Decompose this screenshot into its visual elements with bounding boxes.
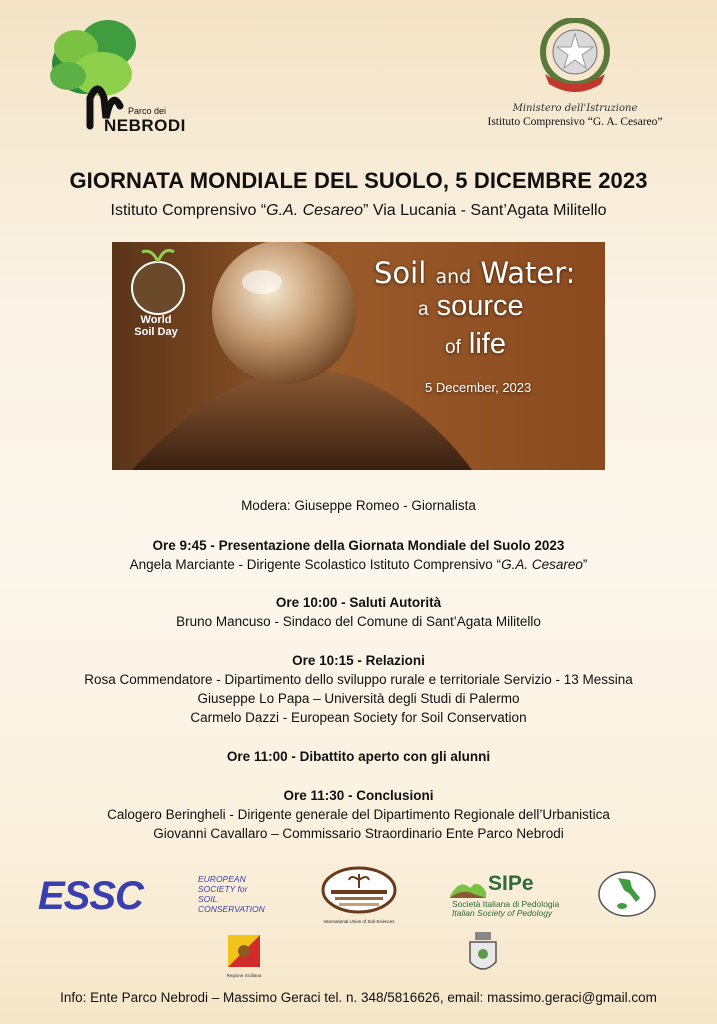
banner-date: 5 December, 2023 xyxy=(425,380,532,395)
italy-map-seal xyxy=(596,868,658,918)
sipe-logo xyxy=(450,872,560,918)
republic-emblem-icon xyxy=(537,18,613,96)
essc-logo-caption: EUROPEAN SOCIETY for SOIL CONSERVATION xyxy=(198,874,265,914)
essc-logo xyxy=(38,874,268,918)
iuss-emblem-icon xyxy=(319,866,399,914)
banner-headline-line3: of life xyxy=(445,328,506,360)
school-name: Istituto Comprensivo “G. A. Cesareo” xyxy=(487,116,663,128)
moderator-line: Modera: Giuseppe Romeo - Giornalista xyxy=(241,498,476,513)
park-logo-small-text: Parco dei xyxy=(128,106,167,116)
sipe-hills-icon xyxy=(450,872,486,898)
sipe-english-name: Italian Society of Pedology xyxy=(452,908,553,918)
subtitle-school-name: G.A. Cesareo xyxy=(266,202,364,219)
sicily-caption: Regione Siciliana xyxy=(226,973,262,978)
page-subtitle xyxy=(0,202,717,220)
session-2-speaker: Bruno Mancuso - Sindaco del Comune di Sant’Agata Militello xyxy=(176,614,541,629)
session-4-heading: Ore 11:00 - Dibattito aperto con gli alunni xyxy=(226,749,491,764)
subtitle-suffix: ” Via Lucania - Sant’Agata Militello xyxy=(363,202,607,219)
banner-headline-line1: Soil and Water: xyxy=(374,256,576,290)
session-1-heading: Ore 9:45 - Presentazione della Giornata Mondiale del Suolo 2023 xyxy=(152,538,565,553)
world-soil-day-banner xyxy=(112,242,605,470)
session-3-speaker-2: Giuseppe Lo Papa – Università degli Studi di Palermo xyxy=(197,691,520,706)
globe-icon xyxy=(132,262,184,314)
session-3-heading: Ore 10:15 - Relazioni xyxy=(292,653,425,668)
trinacria-icon xyxy=(227,934,261,968)
page-title: GIORNATA MONDIALE DEL SUOLO, 5 DICEMBRE 2023 xyxy=(69,168,648,193)
iuss-logo xyxy=(314,866,404,926)
banner-headline-line2: a source xyxy=(418,290,524,322)
subtitle-prefix: Istituto Comprensivo “ xyxy=(110,202,267,219)
italy-map-icon xyxy=(596,868,658,918)
ministry-name: Ministero dell'Istruzione xyxy=(512,103,638,114)
sipe-italian-name: Società Italiana di Pedologia xyxy=(452,899,560,909)
sipe-logo-text: SIPe xyxy=(488,872,534,895)
session-3-speaker-1: Rosa Commendatore - Dipartimento dello sviluppo rurale e territoriale Servizio - 13 Messina xyxy=(84,672,633,687)
world-soil-day-badge: World Soil Day xyxy=(134,314,178,338)
regione-siciliana-logo xyxy=(224,934,264,976)
coat-of-arms-icon xyxy=(466,930,500,978)
session-5-heading: Ore 11:30 - Conclusioni xyxy=(283,788,434,803)
session-5-speaker-2: Giovanni Cavallaro – Commissario Straordinario Ente Parco Nebrodi xyxy=(153,826,564,841)
town-coat-of-arms xyxy=(466,930,500,978)
park-logo-name: NEBRODI xyxy=(104,116,186,135)
parco-nebrodi-logo xyxy=(46,14,196,142)
session-2-heading: Ore 10:00 - Saluti Autorità xyxy=(275,595,442,610)
session-3-speaker-3: Carmelo Dazzi - European Society for Soil Conservation xyxy=(190,710,527,725)
ministry-block xyxy=(470,18,680,138)
iuss-caption: International Union of Soil Sciences xyxy=(323,919,395,924)
info-footer: Info: Ente Parco Nebrodi – Massimo Geraci tel. n. 348/5816626, email: massimo.geraci@gmail.com xyxy=(60,990,657,1005)
essc-logo-letters: ESSC xyxy=(38,874,143,918)
session-5-speaker-1: Calogero Beringheli - Dirigente generale del Dipartimento Regionale dell’Urbanistica xyxy=(107,807,610,822)
session-1-speaker: Angela Marciante - Dirigente Scolastico Istituto Comprensivo “G.A. Cesareo” xyxy=(129,557,588,572)
